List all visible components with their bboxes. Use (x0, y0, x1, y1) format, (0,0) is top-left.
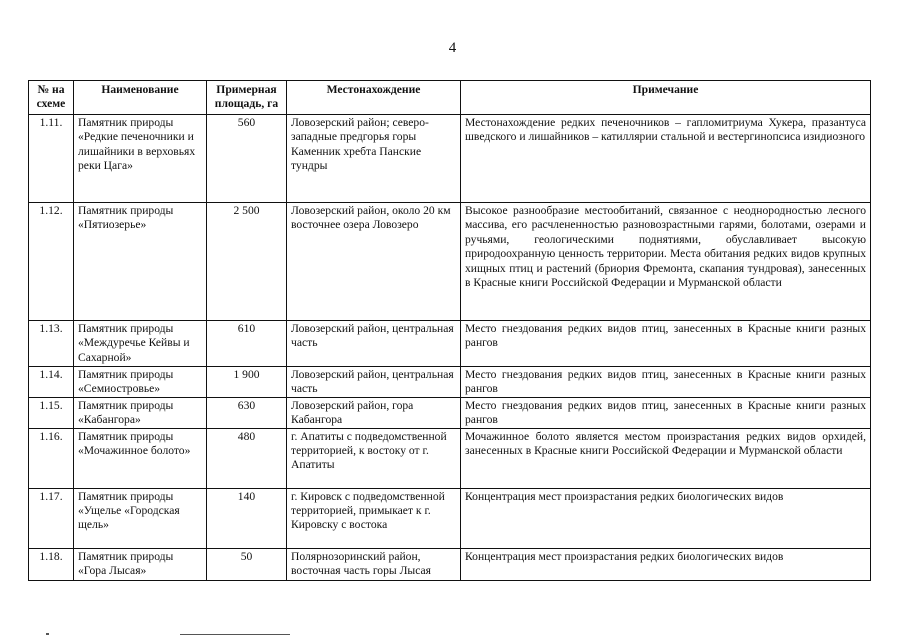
cell-area: 560 (207, 115, 287, 203)
table-header-row (29, 81, 871, 115)
cell-area: 630 (207, 397, 287, 428)
cell-num: 1.14. (29, 367, 74, 398)
header-area: Примерная площадь, га (207, 81, 287, 115)
cell-name: Памятник природы «Семиостровье» (74, 367, 207, 398)
header-name: Наименование (74, 81, 207, 115)
cell-location: Ловозерский район; северо-западные предгорья горы Каменник хребта Панские тундры (287, 115, 461, 203)
cell-note: Место гнездования редких видов птиц, занесенных в Красные книги разных рангов (461, 397, 871, 428)
table-row (29, 115, 871, 203)
cell-name: Памятник природы «Редкие печеночники и лишайники в верховьях реки Цага» (74, 115, 207, 203)
page-number: 4 (448, 40, 457, 56)
cell-location: Ловозерский район, около 20 км восточнее озера Ловозеро (287, 203, 461, 321)
cell-name: Памятник природы «Пятиозерье» (74, 203, 207, 321)
table-row (29, 397, 871, 428)
cell-num: 1.13. (29, 321, 74, 367)
cell-num: 1.11. (29, 115, 74, 203)
footer-rule (180, 634, 290, 635)
cell-num: 1.18. (29, 548, 74, 580)
cell-location: г. Кировск с подведомственной территорией, примыкает к г. Кировску с востока (287, 488, 461, 548)
cell-name: Памятник природы «Ущелье «Городская щель» (74, 488, 207, 548)
protected-areas-table (28, 80, 871, 581)
cell-note: Место гнездования редких видов птиц, занесенных в Красные книги разных рангов (461, 321, 871, 367)
cell-note: Мочажинное болото является местом произрастания редких видов орхидей, занесенных в Красные книги Российской Федерации и Мурманской области (461, 428, 871, 488)
header-note: Примечание (461, 81, 871, 115)
cell-area: 610 (207, 321, 287, 367)
cell-note: Высокое разнообразие местообитаний, связанное с неоднородностью лесного массива, его расчлененностью разновозрастными гарями, болотами, озерами и ручьями, геологическими поднятиями, обуславливает высокую природоохранную ценность территории. Места обитания редких видов крупных хищных птиц и растений (бриория Фремонта, скапания тундровая), занесенных в Красные книги Российской Федерации и Мурманской области (461, 203, 871, 321)
cell-note: Концентрация мест произрастания редких биологических видов (461, 548, 871, 580)
cell-name: Памятник природы «Кабангора» (74, 397, 207, 428)
cell-area: 50 (207, 548, 287, 580)
cell-location: Ловозерский район, центральная часть (287, 367, 461, 398)
cell-name: Памятник природы «Мочажинное болото» (74, 428, 207, 488)
cell-area: 1 900 (207, 367, 287, 398)
cell-name: Памятник природы «Гора Лысая» (74, 548, 207, 580)
cell-note: Местонахождение редких печеночников – гапломитриума Хукера, празантуса шведского и лишайников – катиллярии стальной и вестергинопсиса изидиозного (461, 115, 871, 203)
cell-num: 1.16. (29, 428, 74, 488)
cell-location: г. Апатиты с подведомственной территорией, к востоку от г. Апатиты (287, 428, 461, 488)
cell-location: Ловозерский район, центральная часть (287, 321, 461, 367)
table-row (29, 488, 871, 548)
cell-location: Полярнозоринский район, восточная часть горы Лысая (287, 548, 461, 580)
cell-num: 1.17. (29, 488, 74, 548)
cell-area: 2 500 (207, 203, 287, 321)
cell-area: 140 (207, 488, 287, 548)
table-row (29, 203, 871, 321)
header-location: Местонахождение (287, 81, 461, 115)
cell-num: 1.12. (29, 203, 74, 321)
scan-mark (46, 633, 49, 635)
cell-note: Место гнездования редких видов птиц, занесенных в Красные книги разных рангов (461, 367, 871, 398)
table-row (29, 367, 871, 398)
header-num: № на схеме (29, 81, 74, 115)
cell-name: Памятник природы «Междуречье Кейвы и Сахарной» (74, 321, 207, 367)
cell-num: 1.15. (29, 397, 74, 428)
cell-location: Ловозерский район, гора Кабангора (287, 397, 461, 428)
table-row (29, 548, 871, 580)
table-row (29, 321, 871, 367)
cell-area: 480 (207, 428, 287, 488)
cell-note: Концентрация мест произрастания редких биологических видов (461, 488, 871, 548)
table-row (29, 428, 871, 488)
